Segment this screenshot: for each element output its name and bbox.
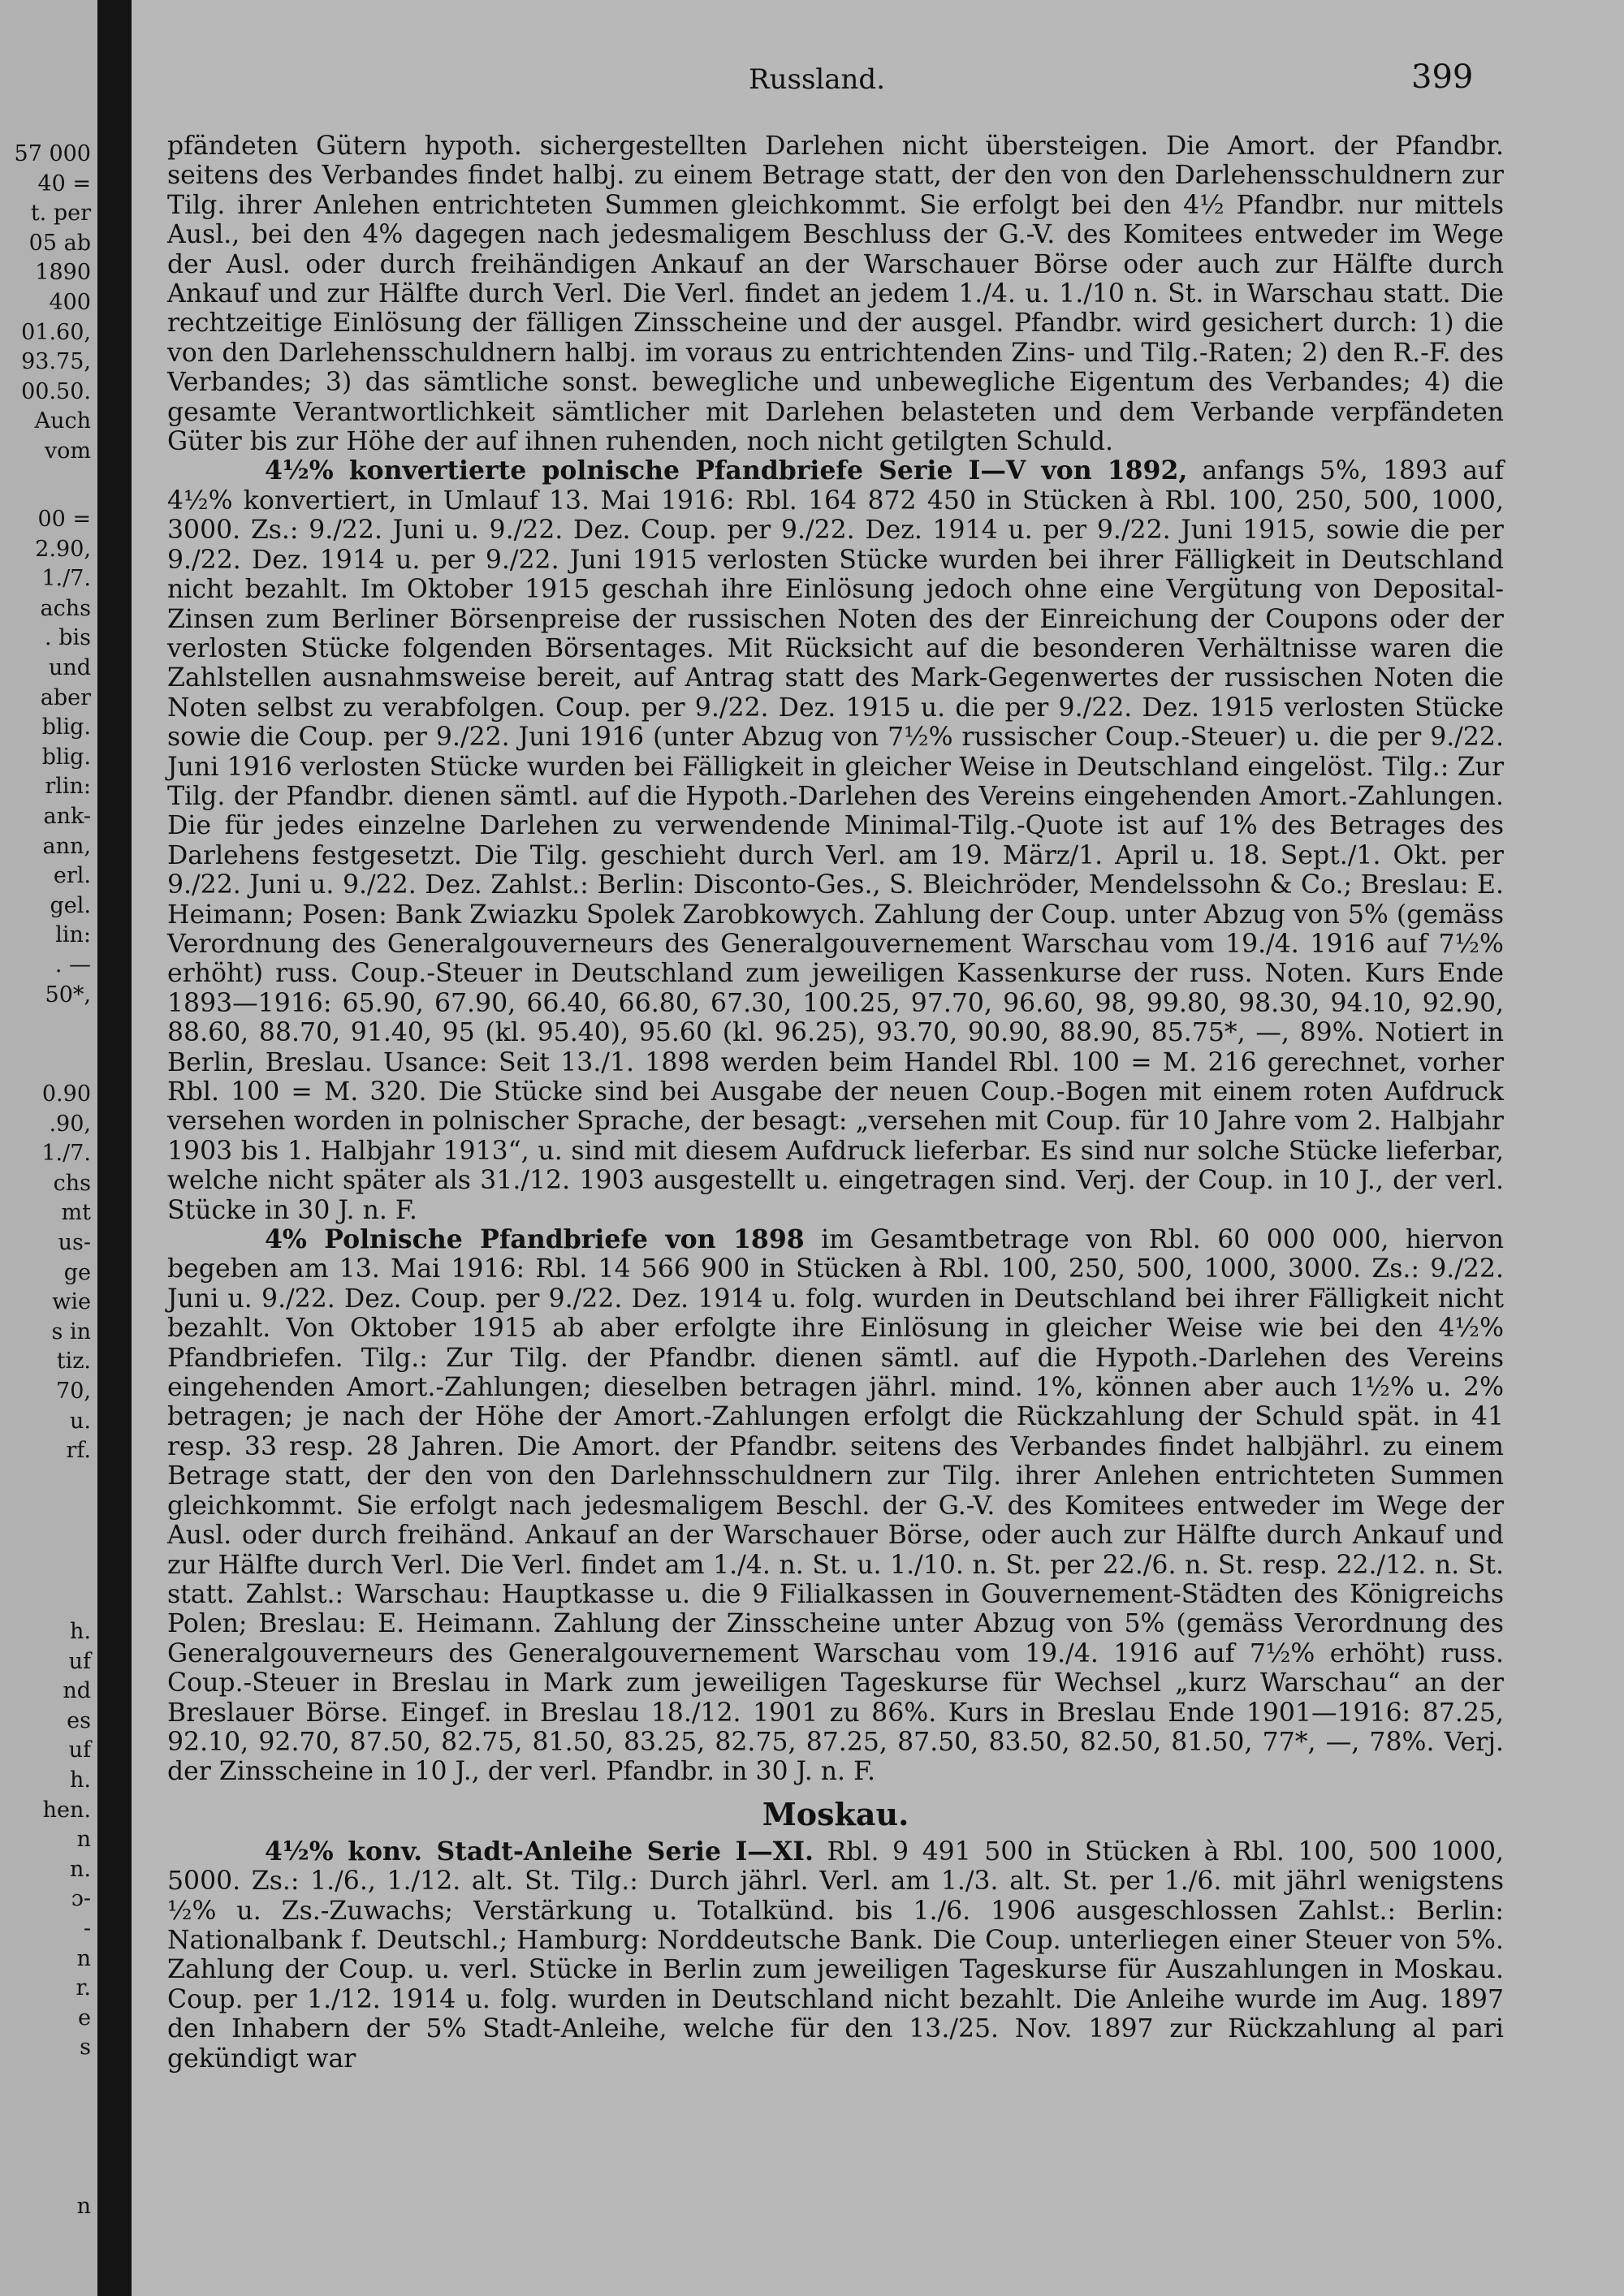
margin-fragment: n	[76, 1827, 91, 1853]
margin-fragment: 05 ab	[28, 230, 91, 256]
margin-fragment: 01.60,	[21, 319, 91, 345]
book-gutter	[97, 0, 132, 2296]
margin-fragment: . —	[54, 952, 91, 978]
margin-fragment: ge	[63, 1259, 91, 1285]
margin-fragment: rf.	[66, 1438, 91, 1464]
margin-fragment: rlin:	[45, 774, 91, 800]
paragraph-polish-pfandbriefe-1898	[167, 1225, 1504, 1787]
margin-fragment: erl.	[53, 863, 91, 889]
margin-fragment: r.	[76, 1975, 91, 2001]
entry-body: anfangs 5%, 1893 auf 4½% konvertiert, in Umlauf 13. Mai 1916: Rbl. 164 872 450 in Stücken à Rbl. 100, 250, 500, 1000, 3000. Zs.: 9./22. Juni u. 9./22. Dez. Coup. per 9./22. Dez. 1914 u. per 9./22. Juni 1915, sowie die per 9./22. Dez. 1914 u. per 9./22. Juni 1915 verlosten Stücke wurden bei ihrer Fälligkeit in Deutschland nicht bezahlt. Im Oktober 1915 geschah ihre Einlösung jedoch ohne eine Vergütung von Deposital-Zinsen zum Berliner Börsenpreise der russischen Noten des der Einreichung der Coupons oder der verlosten Stücke folgenden Börsentages. Mit Rücksicht auf die besonderen Verhältnisse waren die Zahlstellen ausnahmsweise bereit, auf Antrag statt des Mark-Gegenwertes der russischen Noten die Noten selbst zu verabfolgen. Coup. per 9./22. Dez. 1915 u. die per 9./22. Dez. 1915 verlosten Stücke sowie die Coup. per 9./22. Juni 1916 (unter Abzug von 7½% russischer Coup.-Steuer) u. die per 9./22. Juni 1916 verlosten Stücke wurden bei Fälligkeit in gleicher Weise in Deutschland eingelöst. Tilg.: Zur Tilg. der Pfandbr. dienen sämtl. auf die Hypoth.-Darlehen des Vereins eingehenden Amort.-Zahlungen. Die für jedes einzelne Darlehen zu verwendende Minimal-Tilg.-Quote ist auf 1% des Betrages des Darlehens festgesetzt. Die Tilg. geschieht durch Verl. am 19. März/1. April u. 18. Sept./1. Okt. per 9./22. Juni u. 9./22. Dez. Zahlst.: Berlin: Disconto-Ges., S. Bleichröder, Mendelssohn & Co.; Breslau: E. Heimann; Posen: Bank Zwiazku Spolek Zarobkowych. Zahlung der Coup. unter Abzug von 5% (gemäss Verordnung des Generalgouverneurs des Generalgouvernement Warschau vom 19./4. 1916 auf 7½% erhöht) russ. Coup.-Steuer in Deutschland zum jeweiligen Kassenkurse der russ. Noten. Kurs Ende 1893—1916: 65.90, 67.90, 66.40, 66.80, 67.30, 100.25, 97.70, 96.60, 98, 99.80, 98.30, 94.10, 92.90, 88.60, 88.70, 91.40, 95 (kl. 95.40), 95.60 (kl. 96.25), 93.70, 90.90, 88.90, 85.75*, —, 89%. Notiert in Berlin, Breslau. Usance: Seit 13./1. 1898 werden beim Handel Rbl. 100 = M. 216 gerechnet, vorher Rbl. 100 = M. 320. Die Stücke sind bei Ausgabe der neuen Coup.-Bogen mit einem roten Aufdruck versehen worden in polnischer Sprache, der besagt: „versehen mit Coup. für 10 Jahre vom 2. Halbjahr 1903 bis 1. Halbjahr 1913“, u. sind mit diesem Aufdruck lieferbar. Es sind nur solche Stücke lieferbar, welche nicht später als 31./12. 1903 ausgestellt u. eingetragen sind. Verj. der Coup. in 10 J., der verl. Stücke in 30 J. n. F.	[167, 456, 1504, 1225]
margin-fragment: uf	[68, 1648, 91, 1674]
margin-fragment: mt	[61, 1200, 91, 1226]
margin-fragment: blig.	[41, 744, 91, 770]
margin-fragment: gel.	[50, 892, 91, 918]
margin-fragment: 1./7.	[41, 1141, 91, 1167]
margin-fragment: us-	[58, 1230, 91, 1255]
margin-fragment: 2.90,	[35, 536, 91, 562]
margin-fragment: 0.90	[41, 1081, 91, 1107]
margin-fragment: lin:	[55, 922, 91, 948]
paragraph-continuation: pfändeten Gütern hypoth. sichergestellten Darlehen nicht übersteigen. Die Amort. der Pfandbr. seitens des Verbandes findet halbj. zu einem Betrage statt, der den von den Darlehensschuldnern zur Tilg. ihrer Anlehen entrichteten Summen gleichkommt. Sie erfolgt bei den 4½ Pfandbr. nur mittels Ausl., bei den 4% dagegen nach jedesmaligem Beschluss der G.-V. des Komitees entweder im Wege der Ausl. oder durch freihändigen Ankauf an der Warschauer Börse oder auch zur Hälfte durch Ankauf und zur Hälfte durch Verl. Die Verl. findet an jedem 1./4. u. 1./10 n. St. in Warschau statt. Die rechtzeitige Einlösung der fälligen Zinsscheine und der ausgel. Pfandbr. wird gesichert durch: 1) die von den Darlehensschuldnern halbj. im voraus zu entrichtenden Zins- und Tilg.-Raten; 2) den R.-F. des Verbandes; 3) das sämtliche sonst. bewegliche und unbewegliche Eigentum des Verbandes; 4) die gesamte Verantwortlichkeit sämtlicher mit Darlehen belasteten und dem Verbande verpfändeten Güter bis zur Höhe der auf ihnen ruhenden, noch nicht getilgten Schuld.	[167, 132, 1504, 457]
margin-fragment: .90,	[49, 1111, 91, 1137]
margin-fragment: chs	[53, 1170, 91, 1196]
margin-fragment: 1./7.	[41, 566, 91, 592]
text-body	[167, 132, 1504, 2074]
margin-fragment: Auch	[34, 408, 91, 434]
margin-fragment: . bis	[45, 625, 91, 651]
entry-heading: 4% Polnische Pfandbriefe von 1898	[265, 1224, 805, 1255]
entry-body: Rbl. 9 491 500 in Stücken à Rbl. 100, 500 1000, 5000. Zs.: 1./6., 1./12. alt. St. Tilg.: Durch jährl. Verl. am 1./3. alt. St. per 1./6. mit jährl wenigstens ½% u. Zs.-Zuwachs; Verstärkung u. Totalkünd. bis 1./6. 1906 ausgeschlossen Zahlst.: Berlin: Nationalbank f. Deutschl.; Hamburg: Norddeutsche Bank. Die Coup. unterliegen einer Steuer von 5%. Zahlung der Coup. u. verl. Stücke in Berlin zum jeweiligen Tageskurse für Auszahlungen in Moskau. Coup. per 1./12. 1914 u. folg. wurden in Deutschland nicht bezahlt. Die Anleihe wurde im Aug. 1897 den Inhabern der 5% Stadt-Anleihe, welche für den 13./25. Nov. 1897 zur Rückzahlung al pari gekündigt war	[167, 1836, 1504, 2074]
margin-fragment: 1890	[35, 260, 91, 286]
margin-fragment: n	[76, 1945, 91, 1971]
margin-fragment: n	[76, 2194, 91, 2219]
margin-fragment: nd	[63, 1678, 91, 1704]
margin-fragment: achs	[40, 595, 91, 621]
margin-fragment: 93.75,	[21, 349, 91, 375]
margin-fragment: 00.50.	[21, 378, 91, 404]
margin-fragment: und	[48, 655, 91, 680]
margin-fragment: s in	[51, 1318, 91, 1344]
margin-fragment: 57 000	[14, 141, 91, 166]
paragraph-polish-pfandbriefe-1892	[167, 456, 1504, 1225]
margin-fragment: aber	[40, 684, 91, 710]
margin-fragment: wie	[52, 1289, 91, 1315]
page	[132, 0, 1624, 2296]
margin-fragment: s	[80, 2035, 91, 2061]
margin-fragment: 40 =	[37, 170, 91, 196]
running-head: Russland.	[749, 63, 886, 96]
margin-fragment: -	[83, 1916, 91, 1941]
margin-fragment: t. per	[30, 201, 91, 227]
paragraph-moscow-stadt-anleihe	[167, 1837, 1504, 2074]
entry-heading: 4½% konvertierte polnische Pfandbriefe Serie I—V von 1892,	[265, 455, 1188, 486]
margin-fragment: hen.	[42, 1797, 91, 1823]
margin-fragment: h.	[70, 1767, 91, 1793]
page-number: 399	[1411, 58, 1474, 96]
margin-fragment: u.	[70, 1408, 91, 1434]
margin-fragment: 70,	[56, 1379, 91, 1404]
margin-fragment: n.	[70, 1856, 91, 1882]
entry-heading: 4½% konv. Stadt-Anleihe Serie I—XI.	[265, 1836, 814, 1867]
section-heading: Moskau.	[762, 1795, 909, 1832]
entry-body: im Gesamtbetrage von Rbl. 60 000 000, hiervon begeben am 13. Mai 1916: Rbl. 14 566 900 in Stücken à Rbl. 100, 250, 500, 1000, 3000. Zs.: 9./22. Juni u. 9./22. Dez. Coup. per 9./22. Dez. 1914 u. folg. wurden in Deutschland bei ihrer Fälligkeit nicht bezahlt. Von Oktober 1915 ab aber erfolgte ihre Einlösung in gleicher Weise wie bei den 4½% Pfandbriefen. Tilg.: Zur Tilg. der Pfandbr. dienen sämtl. auf die Hypoth.-Darlehen des Vereins eingehenden Amort.-Zahlungen; dieselben betragen jährl. mind. 1%, können aber auch 1½% u. 2% betragen; je nach der Höhe der Amort.-Zahlungen erfolgt die Rückzahlung der Schuld spät. in 41 resp. 33 resp. 28 Jahren. Die Amort. der Pfandbr. seitens des Verbandes findet halbjährl. zu einem Betrage statt, der den von den Darlehnsschuldnern zur Tilg. ihrer Anlehen entrichteten Summen gleichkommt. Sie erfolgt nach jedesmaligem Beschl. der G.-V. des Komitees entweder im Wege der Ausl. oder durch freihänd. Ankauf an der Warschauer Börse, oder auch zur Hälfte durch Ankauf und zur Hälfte durch Verl. Die Verl. findet am 1./4. n. St. u. 1./10. n. St. per 22./6. n. St. resp. 22./12. n. St. statt. Zahlst.: Warschau: Hauptkasse u. die 9 Filialkassen in Gouvernement-Städten des Königreichs Polen; Breslau: E. Heimann. Zahlung der Zinsscheine unter Abzug von 5% (gemäss Verordnung des Generalgouverneurs des Generalgouvernement Warschau vom 19./4. 1916 auf 7½% erhöht) russ. Coup.-Steuer in Breslau in Mark zum jeweiligen Tageskurse für Wechsel „kurz Warschau“ an der Breslauer Börse. Eingef. in Breslau 18./12. 1901 zu 86%. Kurs in Breslau Ende 1901—1916: 87.25, 92.10, 92.70, 87.50, 82.75, 81.50, 83.25, 82.75, 87.25, 87.50, 83.50, 82.50, 81.50, 77*, —, 78%. Verj. der Zinsscheine in 10 J., der verl. Pfandbr. in 30 J. n. F.	[167, 1225, 1504, 1787]
margin-fragment: es	[67, 1707, 91, 1733]
margin-fragment: uf	[68, 1737, 91, 1763]
margin-fragment: tiz.	[56, 1349, 91, 1375]
margin-fragment: h.	[70, 1619, 91, 1644]
margin-fragment: blig.	[41, 714, 91, 740]
adjacent-page-margin	[0, 0, 97, 2296]
margin-fragment: ann,	[42, 833, 91, 859]
margin-fragment: 50*,	[45, 982, 91, 1008]
margin-fragment: ɔ-	[71, 1886, 91, 1912]
margin-fragment: e	[78, 2005, 91, 2031]
margin-fragment: 400	[49, 290, 91, 315]
margin-fragment: vom	[44, 438, 91, 464]
margin-fragment: ank-	[43, 804, 91, 829]
margin-fragment: 00 =	[37, 507, 91, 532]
